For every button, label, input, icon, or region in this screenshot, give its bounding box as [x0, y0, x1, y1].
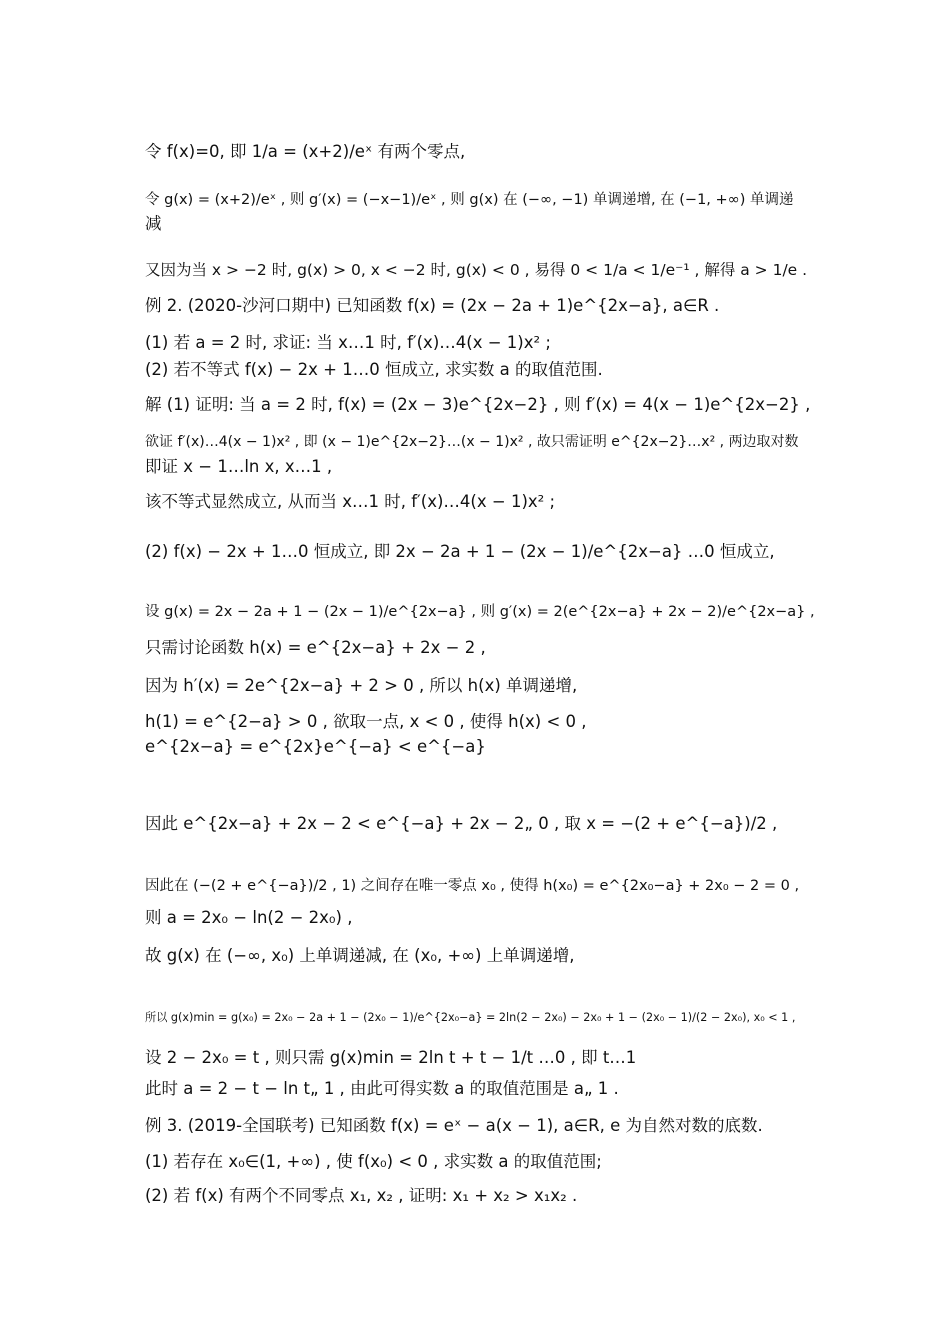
text-line: 例 2. (2020-沙河口期中) 已知函数 f(x) = (2x − 2a + 1)e^{2x−a}, a∈R .	[145, 296, 720, 315]
text-line: 则 a = 2x₀ − ln(2 − 2x₀) ,	[145, 908, 353, 927]
text-line: 减	[145, 214, 162, 233]
text-line: 所以 g(x)min = g(x₀) = 2x₀ − 2a + 1 − (2x₀ − 1)/e^{2x₀−a} = 2ln(2 − 2x₀) − 2x₀ + 1 − (2x₀ − 1)/(2 − 2x₀), x₀ < 1 ,	[145, 1011, 796, 1024]
text-line: (2) 若 f(x) 有两个不同零点 x₁, x₂ , 证明: x₁ + x₂ > x₁x₂ .	[145, 1186, 578, 1205]
text-line: 设 2 − 2x₀ = t , 则只需 g(x)min = 2ln t + t − 1/t …0 , 即 t…1	[145, 1048, 637, 1067]
text-line: 令 g(x) = (x+2)/eˣ , 则 g′(x) = (−x−1)/eˣ , 则 g(x) 在 (−∞, −1) 单调递增, 在 (−1, +∞) 单调递	[145, 192, 794, 208]
text-line: h(1) = e^{2−a} > 0 , 欲取一点, x < 0 , 使得 h(x) < 0 ,	[145, 712, 587, 731]
text-line: 因为 h′(x) = 2e^{2x−a} + 2 > 0 , 所以 h(x) 单调递增,	[145, 676, 578, 695]
text-line: e^{2x−a} = e^{2x}e^{−a} < e^{−a}	[145, 737, 486, 756]
text-line: 例 3. (2019-全国联考) 已知函数 f(x) = eˣ − a(x − 1), a∈R, e 为自然对数的底数.	[145, 1116, 763, 1135]
text-line: 令 f(x)=0, 即 1/a = (x+2)/eˣ 有两个零点,	[145, 142, 466, 161]
text-line: 欲证 f′(x)…4(x − 1)x² , 即 (x − 1)e^{2x−2}…(x − 1)x² , 故只需证明 e^{2x−2}…x² , 两边取对数	[145, 434, 799, 450]
text-line: (1) 若 a = 2 时, 求证: 当 x…1 时, f′(x)…4(x − 1)x² ;	[145, 333, 551, 352]
text-line: (2) f(x) − 2x + 1…0 恒成立, 即 2x − 2a + 1 − (2x − 1)/e^{2x−a} …0 恒成立,	[145, 542, 775, 561]
text-line: 因此在 (−(2 + e^{−a})/2 , 1) 之间存在唯一零点 x₀ , 使得 h(x₀) = e^{2x₀−a} + 2x₀ − 2 = 0 ,	[145, 878, 800, 894]
text-line: 设 g(x) = 2x − 2a + 1 − (2x − 1)/e^{2x−a} , 则 g′(x) = 2(e^{2x−a} + 2x − 2)/e^{2x−a} ,	[145, 604, 815, 620]
text-line: 解 (1) 证明: 当 a = 2 时, f(x) = (2x − 3)e^{2x−2} , 则 f′(x) = 4(x − 1)e^{2x−2} ,	[145, 395, 811, 414]
text-line: 即证 x − 1…ln x, x…1 ,	[145, 457, 333, 476]
text-line: 因此 e^{2x−a} + 2x − 2 < e^{−a} + 2x − 2„ 0 , 取 x = −(2 + e^{−a})/2 ,	[145, 814, 778, 833]
text-line: 该不等式显然成立, 从而当 x…1 时, f′(x)…4(x − 1)x² ;	[145, 492, 556, 511]
text-line: 只需讨论函数 h(x) = e^{2x−a} + 2x − 2 ,	[145, 638, 486, 657]
text-line: 又因为当 x > −2 时, g(x) > 0, x < −2 时, g(x) < 0 , 易得 0 < 1/a < 1/e⁻¹ , 解得 a > 1/e .	[145, 261, 808, 279]
text-line: (1) 若存在 x₀∈(1, +∞) , 使 f(x₀) < 0 , 求实数 a 的取值范围;	[145, 1152, 602, 1171]
text-line: 故 g(x) 在 (−∞, x₀) 上单调递减, 在 (x₀, +∞) 上单调递增,	[145, 946, 575, 965]
text-line: 此时 a = 2 − t − ln t„ 1 , 由此可得实数 a 的取值范围是 a„ 1 .	[145, 1079, 619, 1098]
text-line: (2) 若不等式 f(x) − 2x + 1…0 恒成立, 求实数 a 的取值范围.	[145, 360, 603, 379]
